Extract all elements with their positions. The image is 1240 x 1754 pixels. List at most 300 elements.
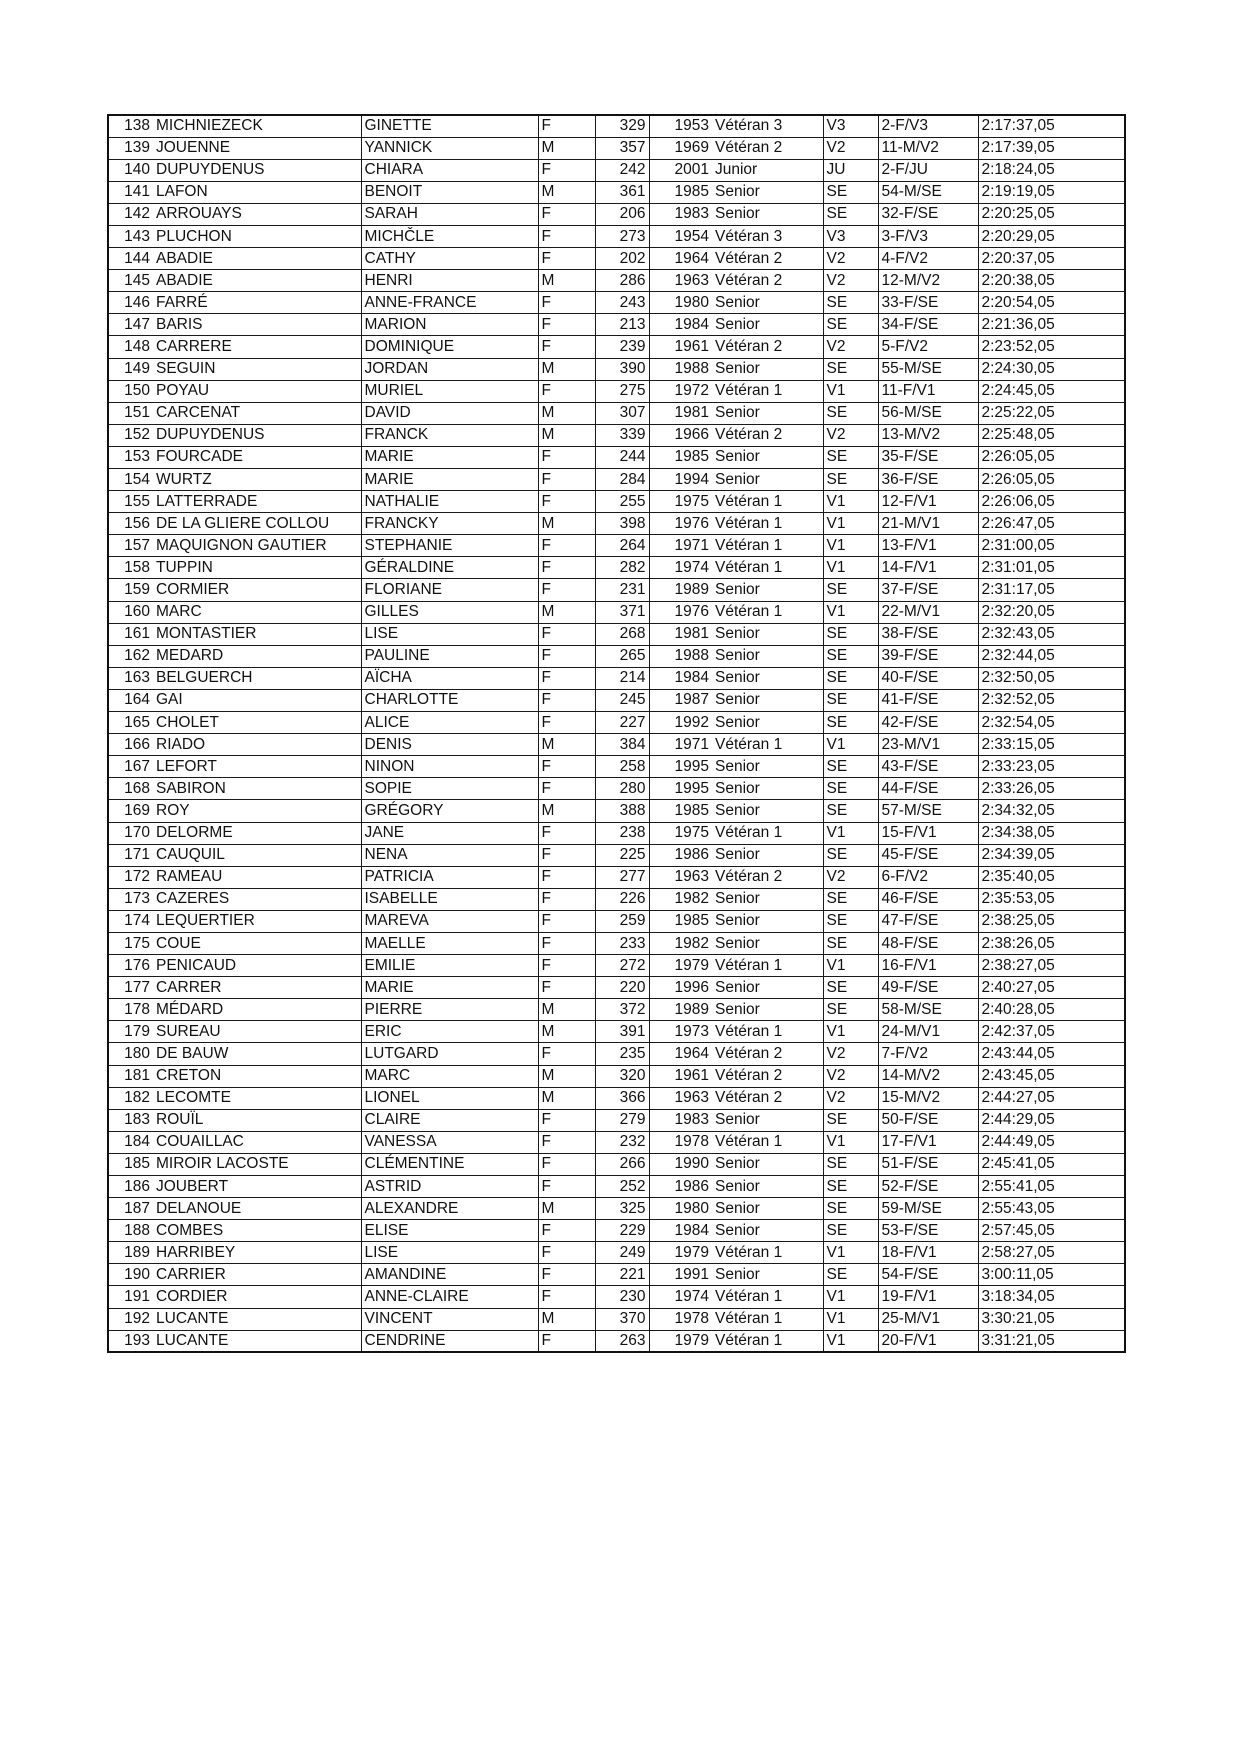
time-cell: 2:35:40,05 bbox=[978, 866, 1125, 888]
sex-cell: F bbox=[538, 446, 595, 468]
birthyear-cell: 1983 bbox=[649, 1109, 712, 1131]
firstname-cell: VANESSA bbox=[361, 1131, 538, 1153]
category-cell: Vétéran 2 bbox=[712, 424, 823, 446]
rank-cell: 162 bbox=[108, 645, 153, 667]
lastname-cell: SEGUIN bbox=[153, 358, 361, 380]
time-cell: 3:00:11,05 bbox=[978, 1264, 1125, 1286]
category-code-cell: SE bbox=[823, 203, 878, 225]
category-code-cell: SE bbox=[823, 888, 878, 910]
category-rank-cell: 37-F/SE bbox=[878, 579, 978, 601]
category-cell: Vétéran 1 bbox=[712, 955, 823, 977]
category-rank-cell: 2-F/V3 bbox=[878, 115, 978, 137]
lastname-cell: DUPUYDENUS bbox=[153, 159, 361, 181]
birthyear-cell: 1978 bbox=[649, 1131, 712, 1153]
table-row bbox=[108, 1198, 1125, 1220]
category-rank-cell: 11-F/V1 bbox=[878, 380, 978, 402]
time-cell: 2:34:32,05 bbox=[978, 800, 1125, 822]
bib-cell: 258 bbox=[595, 756, 649, 778]
sex-cell: F bbox=[538, 1176, 595, 1198]
category-cell: Senior bbox=[712, 1220, 823, 1242]
firstname-cell: FLORIANE bbox=[361, 579, 538, 601]
category-rank-cell: 57-M/SE bbox=[878, 800, 978, 822]
bib-cell: 272 bbox=[595, 955, 649, 977]
category-cell: Senior bbox=[712, 314, 823, 336]
table-row bbox=[108, 601, 1125, 623]
birthyear-cell: 1990 bbox=[649, 1153, 712, 1175]
time-cell: 2:33:23,05 bbox=[978, 756, 1125, 778]
sex-cell: M bbox=[538, 800, 595, 822]
birthyear-cell: 1988 bbox=[649, 645, 712, 667]
category-code-cell: V1 bbox=[823, 557, 878, 579]
sex-cell: F bbox=[538, 844, 595, 866]
rank-cell: 191 bbox=[108, 1286, 153, 1308]
sex-cell: F bbox=[538, 932, 595, 954]
firstname-cell: ELISE bbox=[361, 1220, 538, 1242]
bib-cell: 252 bbox=[595, 1176, 649, 1198]
category-rank-cell: 44-F/SE bbox=[878, 778, 978, 800]
firstname-cell: ERIC bbox=[361, 1021, 538, 1043]
firstname-cell: GILLES bbox=[361, 601, 538, 623]
table-row bbox=[108, 579, 1125, 601]
birthyear-cell: 1985 bbox=[649, 446, 712, 468]
category-rank-cell: 21-M/V1 bbox=[878, 513, 978, 535]
firstname-cell: MAELLE bbox=[361, 932, 538, 954]
category-rank-cell: 41-F/SE bbox=[878, 689, 978, 711]
category-cell: Senior bbox=[712, 469, 823, 491]
rank-cell: 138 bbox=[108, 115, 153, 137]
bib-cell: 202 bbox=[595, 248, 649, 270]
category-cell: Senior bbox=[712, 1109, 823, 1131]
firstname-cell: STEPHANIE bbox=[361, 535, 538, 557]
firstname-cell: ANNE-FRANCE bbox=[361, 292, 538, 314]
category-code-cell: V2 bbox=[823, 1087, 878, 1109]
lastname-cell: COMBES bbox=[153, 1220, 361, 1242]
birthyear-cell: 1982 bbox=[649, 888, 712, 910]
category-rank-cell: 56-M/SE bbox=[878, 402, 978, 424]
birthyear-cell: 1989 bbox=[649, 579, 712, 601]
bib-cell: 213 bbox=[595, 314, 649, 336]
sex-cell: F bbox=[538, 314, 595, 336]
sex-cell: F bbox=[538, 822, 595, 844]
bib-cell: 370 bbox=[595, 1308, 649, 1330]
rank-cell: 148 bbox=[108, 336, 153, 358]
rank-cell: 143 bbox=[108, 225, 153, 247]
birthyear-cell: 1976 bbox=[649, 601, 712, 623]
category-cell: Senior bbox=[712, 910, 823, 932]
birthyear-cell: 1994 bbox=[649, 469, 712, 491]
category-cell: Senior bbox=[712, 756, 823, 778]
table-row bbox=[108, 491, 1125, 513]
category-cell: Vétéran 2 bbox=[712, 336, 823, 358]
firstname-cell: VINCENT bbox=[361, 1308, 538, 1330]
firstname-cell: GRÉGORY bbox=[361, 800, 538, 822]
category-rank-cell: 19-F/V1 bbox=[878, 1286, 978, 1308]
firstname-cell: ANNE-CLAIRE bbox=[361, 1286, 538, 1308]
category-rank-cell: 35-F/SE bbox=[878, 446, 978, 468]
bib-cell: 388 bbox=[595, 800, 649, 822]
category-rank-cell: 11-M/V2 bbox=[878, 137, 978, 159]
time-cell: 2:38:27,05 bbox=[978, 955, 1125, 977]
bib-cell: 277 bbox=[595, 866, 649, 888]
category-rank-cell: 2-F/JU bbox=[878, 159, 978, 181]
time-cell: 2:38:26,05 bbox=[978, 932, 1125, 954]
lastname-cell: ABADIE bbox=[153, 270, 361, 292]
rank-cell: 141 bbox=[108, 181, 153, 203]
category-cell: Vétéran 2 bbox=[712, 137, 823, 159]
birthyear-cell: 1963 bbox=[649, 866, 712, 888]
category-rank-cell: 22-M/V1 bbox=[878, 601, 978, 623]
table-row bbox=[108, 203, 1125, 225]
lastname-cell: MEDARD bbox=[153, 645, 361, 667]
firstname-cell: BENOIT bbox=[361, 181, 538, 203]
lastname-cell: SUREAU bbox=[153, 1021, 361, 1043]
time-cell: 2:21:36,05 bbox=[978, 314, 1125, 336]
lastname-cell: WURTZ bbox=[153, 469, 361, 491]
table-row bbox=[108, 1087, 1125, 1109]
sex-cell: F bbox=[538, 1330, 595, 1352]
category-code-cell: SE bbox=[823, 1176, 878, 1198]
birthyear-cell: 1981 bbox=[649, 402, 712, 424]
sex-cell: M bbox=[538, 999, 595, 1021]
table-row bbox=[108, 1153, 1125, 1175]
time-cell: 2:32:52,05 bbox=[978, 689, 1125, 711]
rank-cell: 153 bbox=[108, 446, 153, 468]
table-row bbox=[108, 1065, 1125, 1087]
sex-cell: F bbox=[538, 579, 595, 601]
bib-cell: 239 bbox=[595, 336, 649, 358]
firstname-cell: MARION bbox=[361, 314, 538, 336]
category-cell: Senior bbox=[712, 402, 823, 424]
bib-cell: 214 bbox=[595, 667, 649, 689]
category-code-cell: V1 bbox=[823, 822, 878, 844]
rank-cell: 144 bbox=[108, 248, 153, 270]
category-rank-cell: 46-F/SE bbox=[878, 888, 978, 910]
firstname-cell: LUTGARD bbox=[361, 1043, 538, 1065]
lastname-cell: LAFON bbox=[153, 181, 361, 203]
lastname-cell: JOUBERT bbox=[153, 1176, 361, 1198]
table-row bbox=[108, 1308, 1125, 1330]
rank-cell: 176 bbox=[108, 955, 153, 977]
table-row bbox=[108, 844, 1125, 866]
table-row bbox=[108, 1131, 1125, 1153]
lastname-cell: DUPUYDENUS bbox=[153, 424, 361, 446]
firstname-cell: JORDAN bbox=[361, 358, 538, 380]
lastname-cell: BARIS bbox=[153, 314, 361, 336]
lastname-cell: FARRÉ bbox=[153, 292, 361, 314]
firstname-cell: HENRI bbox=[361, 270, 538, 292]
category-cell: Vétéran 2 bbox=[712, 248, 823, 270]
birthyear-cell: 1966 bbox=[649, 424, 712, 446]
category-rank-cell: 25-M/V1 bbox=[878, 1308, 978, 1330]
category-rank-cell: 45-F/SE bbox=[878, 844, 978, 866]
bib-cell: 366 bbox=[595, 1087, 649, 1109]
bib-cell: 227 bbox=[595, 712, 649, 734]
sex-cell: M bbox=[538, 734, 595, 756]
lastname-cell: PENICAUD bbox=[153, 955, 361, 977]
sex-cell: F bbox=[538, 977, 595, 999]
bib-cell: 361 bbox=[595, 181, 649, 203]
category-cell: Senior bbox=[712, 800, 823, 822]
rank-cell: 177 bbox=[108, 977, 153, 999]
category-cell: Senior bbox=[712, 1153, 823, 1175]
table-row bbox=[108, 1264, 1125, 1286]
sex-cell: M bbox=[538, 1065, 595, 1087]
rank-cell: 155 bbox=[108, 491, 153, 513]
category-cell: Senior bbox=[712, 579, 823, 601]
table-row bbox=[108, 513, 1125, 535]
category-cell: Senior bbox=[712, 977, 823, 999]
time-cell: 2:33:15,05 bbox=[978, 734, 1125, 756]
bib-cell: 249 bbox=[595, 1242, 649, 1264]
category-code-cell: V2 bbox=[823, 866, 878, 888]
lastname-cell: FOURCADE bbox=[153, 446, 361, 468]
firstname-cell: CENDRINE bbox=[361, 1330, 538, 1352]
firstname-cell: AÏCHA bbox=[361, 667, 538, 689]
table-row bbox=[108, 1242, 1125, 1264]
time-cell: 2:24:30,05 bbox=[978, 358, 1125, 380]
category-cell: Vétéran 3 bbox=[712, 225, 823, 247]
category-rank-cell: 50-F/SE bbox=[878, 1109, 978, 1131]
time-cell: 2:55:41,05 bbox=[978, 1176, 1125, 1198]
lastname-cell: COUE bbox=[153, 932, 361, 954]
table-row bbox=[108, 1286, 1125, 1308]
birthyear-cell: 1980 bbox=[649, 292, 712, 314]
category-cell: Vétéran 1 bbox=[712, 1242, 823, 1264]
lastname-cell: MÉDARD bbox=[153, 999, 361, 1021]
firstname-cell: AMANDINE bbox=[361, 1264, 538, 1286]
birthyear-cell: 1982 bbox=[649, 932, 712, 954]
category-cell: Vétéran 2 bbox=[712, 1043, 823, 1065]
category-code-cell: SE bbox=[823, 844, 878, 866]
bib-cell: 242 bbox=[595, 159, 649, 181]
time-cell: 2:32:20,05 bbox=[978, 601, 1125, 623]
firstname-cell: NENA bbox=[361, 844, 538, 866]
time-cell: 3:31:21,05 bbox=[978, 1330, 1125, 1352]
category-cell: Vétéran 1 bbox=[712, 513, 823, 535]
sex-cell: F bbox=[538, 203, 595, 225]
bib-cell: 231 bbox=[595, 579, 649, 601]
bib-cell: 398 bbox=[595, 513, 649, 535]
time-cell: 2:31:01,05 bbox=[978, 557, 1125, 579]
firstname-cell: MARC bbox=[361, 1065, 538, 1087]
rank-cell: 171 bbox=[108, 844, 153, 866]
category-code-cell: V2 bbox=[823, 248, 878, 270]
bib-cell: 229 bbox=[595, 1220, 649, 1242]
category-rank-cell: 38-F/SE bbox=[878, 623, 978, 645]
category-code-cell: SE bbox=[823, 292, 878, 314]
table-row bbox=[108, 932, 1125, 954]
sex-cell: F bbox=[538, 1043, 595, 1065]
table-row bbox=[108, 689, 1125, 711]
table-row bbox=[108, 712, 1125, 734]
category-code-cell: SE bbox=[823, 1264, 878, 1286]
rank-cell: 189 bbox=[108, 1242, 153, 1264]
category-rank-cell: 18-F/V1 bbox=[878, 1242, 978, 1264]
time-cell: 2:33:26,05 bbox=[978, 778, 1125, 800]
category-cell: Vétéran 1 bbox=[712, 1286, 823, 1308]
category-rank-cell: 53-F/SE bbox=[878, 1220, 978, 1242]
rank-cell: 181 bbox=[108, 1065, 153, 1087]
category-cell: Senior bbox=[712, 1198, 823, 1220]
firstname-cell: DAVID bbox=[361, 402, 538, 424]
bib-cell: 329 bbox=[595, 115, 649, 137]
birthyear-cell: 1979 bbox=[649, 1242, 712, 1264]
category-rank-cell: 42-F/SE bbox=[878, 712, 978, 734]
category-code-cell: V1 bbox=[823, 1308, 878, 1330]
firstname-cell: PATRICIA bbox=[361, 866, 538, 888]
category-rank-cell: 48-F/SE bbox=[878, 932, 978, 954]
bib-cell: 245 bbox=[595, 689, 649, 711]
category-code-cell: SE bbox=[823, 314, 878, 336]
category-rank-cell: 13-F/V1 bbox=[878, 535, 978, 557]
bib-cell: 384 bbox=[595, 734, 649, 756]
bib-cell: 372 bbox=[595, 999, 649, 1021]
time-cell: 2:44:49,05 bbox=[978, 1131, 1125, 1153]
birthyear-cell: 1974 bbox=[649, 557, 712, 579]
rank-cell: 142 bbox=[108, 203, 153, 225]
time-cell: 2:58:27,05 bbox=[978, 1242, 1125, 1264]
sex-cell: F bbox=[538, 1242, 595, 1264]
category-cell: Vétéran 1 bbox=[712, 380, 823, 402]
bib-cell: 371 bbox=[595, 601, 649, 623]
rank-cell: 185 bbox=[108, 1153, 153, 1175]
rank-cell: 160 bbox=[108, 601, 153, 623]
table-row bbox=[108, 380, 1125, 402]
time-cell: 2:25:22,05 bbox=[978, 402, 1125, 424]
rank-cell: 149 bbox=[108, 358, 153, 380]
rank-cell: 172 bbox=[108, 866, 153, 888]
category-code-cell: SE bbox=[823, 1109, 878, 1131]
category-rank-cell: 13-M/V2 bbox=[878, 424, 978, 446]
bib-cell: 339 bbox=[595, 424, 649, 446]
category-code-cell: SE bbox=[823, 181, 878, 203]
category-code-cell: V2 bbox=[823, 1065, 878, 1087]
lastname-cell: CARRIER bbox=[153, 1264, 361, 1286]
bib-cell: 220 bbox=[595, 977, 649, 999]
birthyear-cell: 1953 bbox=[649, 115, 712, 137]
category-rank-cell: 12-F/V1 bbox=[878, 491, 978, 513]
category-rank-cell: 43-F/SE bbox=[878, 756, 978, 778]
firstname-cell: CHIARA bbox=[361, 159, 538, 181]
rank-cell: 174 bbox=[108, 910, 153, 932]
time-cell: 2:23:52,05 bbox=[978, 336, 1125, 358]
sex-cell: F bbox=[538, 1220, 595, 1242]
time-cell: 2:32:54,05 bbox=[978, 712, 1125, 734]
birthyear-cell: 1995 bbox=[649, 756, 712, 778]
lastname-cell: LECOMTE bbox=[153, 1087, 361, 1109]
category-cell: Vétéran 1 bbox=[712, 1021, 823, 1043]
birthyear-cell: 1979 bbox=[649, 1330, 712, 1352]
time-cell: 2:44:29,05 bbox=[978, 1109, 1125, 1131]
birthyear-cell: 1963 bbox=[649, 1087, 712, 1109]
rank-cell: 168 bbox=[108, 778, 153, 800]
birthyear-cell: 1984 bbox=[649, 314, 712, 336]
category-cell: Vétéran 2 bbox=[712, 1065, 823, 1087]
firstname-cell: MICHČLE bbox=[361, 225, 538, 247]
category-cell: Vétéran 1 bbox=[712, 557, 823, 579]
category-code-cell: SE bbox=[823, 623, 878, 645]
table-row bbox=[108, 535, 1125, 557]
sex-cell: F bbox=[538, 888, 595, 910]
category-rank-cell: 14-M/V2 bbox=[878, 1065, 978, 1087]
rank-cell: 159 bbox=[108, 579, 153, 601]
category-cell: Senior bbox=[712, 645, 823, 667]
category-rank-cell: 58-M/SE bbox=[878, 999, 978, 1021]
time-cell: 2:40:27,05 bbox=[978, 977, 1125, 999]
sex-cell: F bbox=[538, 557, 595, 579]
sex-cell: M bbox=[538, 1087, 595, 1109]
bib-cell: 282 bbox=[595, 557, 649, 579]
firstname-cell: PIERRE bbox=[361, 999, 538, 1021]
time-cell: 2:55:43,05 bbox=[978, 1198, 1125, 1220]
lastname-cell: MIROIR LACOSTE bbox=[153, 1153, 361, 1175]
sex-cell: F bbox=[538, 756, 595, 778]
bib-cell: 320 bbox=[595, 1065, 649, 1087]
bib-cell: 275 bbox=[595, 380, 649, 402]
table-row bbox=[108, 866, 1125, 888]
category-code-cell: V1 bbox=[823, 955, 878, 977]
category-code-cell: SE bbox=[823, 579, 878, 601]
time-cell: 2:24:45,05 bbox=[978, 380, 1125, 402]
birthyear-cell: 1969 bbox=[649, 137, 712, 159]
lastname-cell: CARRER bbox=[153, 977, 361, 999]
firstname-cell: GÉRALDINE bbox=[361, 557, 538, 579]
rank-cell: 179 bbox=[108, 1021, 153, 1043]
table-row bbox=[108, 402, 1125, 424]
birthyear-cell: 1963 bbox=[649, 270, 712, 292]
firstname-cell: GINETTE bbox=[361, 115, 538, 137]
time-cell: 2:35:53,05 bbox=[978, 888, 1125, 910]
sex-cell: F bbox=[538, 689, 595, 711]
lastname-cell: GAI bbox=[153, 689, 361, 711]
rank-cell: 193 bbox=[108, 1330, 153, 1352]
category-code-cell: SE bbox=[823, 1153, 878, 1175]
time-cell: 2:32:50,05 bbox=[978, 667, 1125, 689]
bib-cell: 390 bbox=[595, 358, 649, 380]
category-code-cell: SE bbox=[823, 667, 878, 689]
birthyear-cell: 1986 bbox=[649, 1176, 712, 1198]
table-row bbox=[108, 181, 1125, 203]
category-rank-cell: 59-M/SE bbox=[878, 1198, 978, 1220]
table-row bbox=[108, 1176, 1125, 1198]
bib-cell: 279 bbox=[595, 1109, 649, 1131]
firstname-cell: NATHALIE bbox=[361, 491, 538, 513]
category-cell: Senior bbox=[712, 999, 823, 1021]
firstname-cell: SARAH bbox=[361, 203, 538, 225]
birthyear-cell: 1972 bbox=[649, 380, 712, 402]
bib-cell: 206 bbox=[595, 203, 649, 225]
firstname-cell: FRANCKY bbox=[361, 513, 538, 535]
category-code-cell: SE bbox=[823, 977, 878, 999]
category-code-cell: SE bbox=[823, 932, 878, 954]
rank-cell: 186 bbox=[108, 1176, 153, 1198]
sex-cell: F bbox=[538, 667, 595, 689]
category-code-cell: V2 bbox=[823, 336, 878, 358]
birthyear-cell: 1989 bbox=[649, 999, 712, 1021]
sex-cell: M bbox=[538, 402, 595, 424]
category-code-cell: V3 bbox=[823, 225, 878, 247]
sex-cell: F bbox=[538, 645, 595, 667]
category-rank-cell: 51-F/SE bbox=[878, 1153, 978, 1175]
category-cell: Senior bbox=[712, 292, 823, 314]
category-rank-cell: 55-M/SE bbox=[878, 358, 978, 380]
rank-cell: 150 bbox=[108, 380, 153, 402]
category-cell: Senior bbox=[712, 181, 823, 203]
rank-cell: 145 bbox=[108, 270, 153, 292]
birthyear-cell: 1954 bbox=[649, 225, 712, 247]
firstname-cell: ALICE bbox=[361, 712, 538, 734]
firstname-cell: LISE bbox=[361, 623, 538, 645]
